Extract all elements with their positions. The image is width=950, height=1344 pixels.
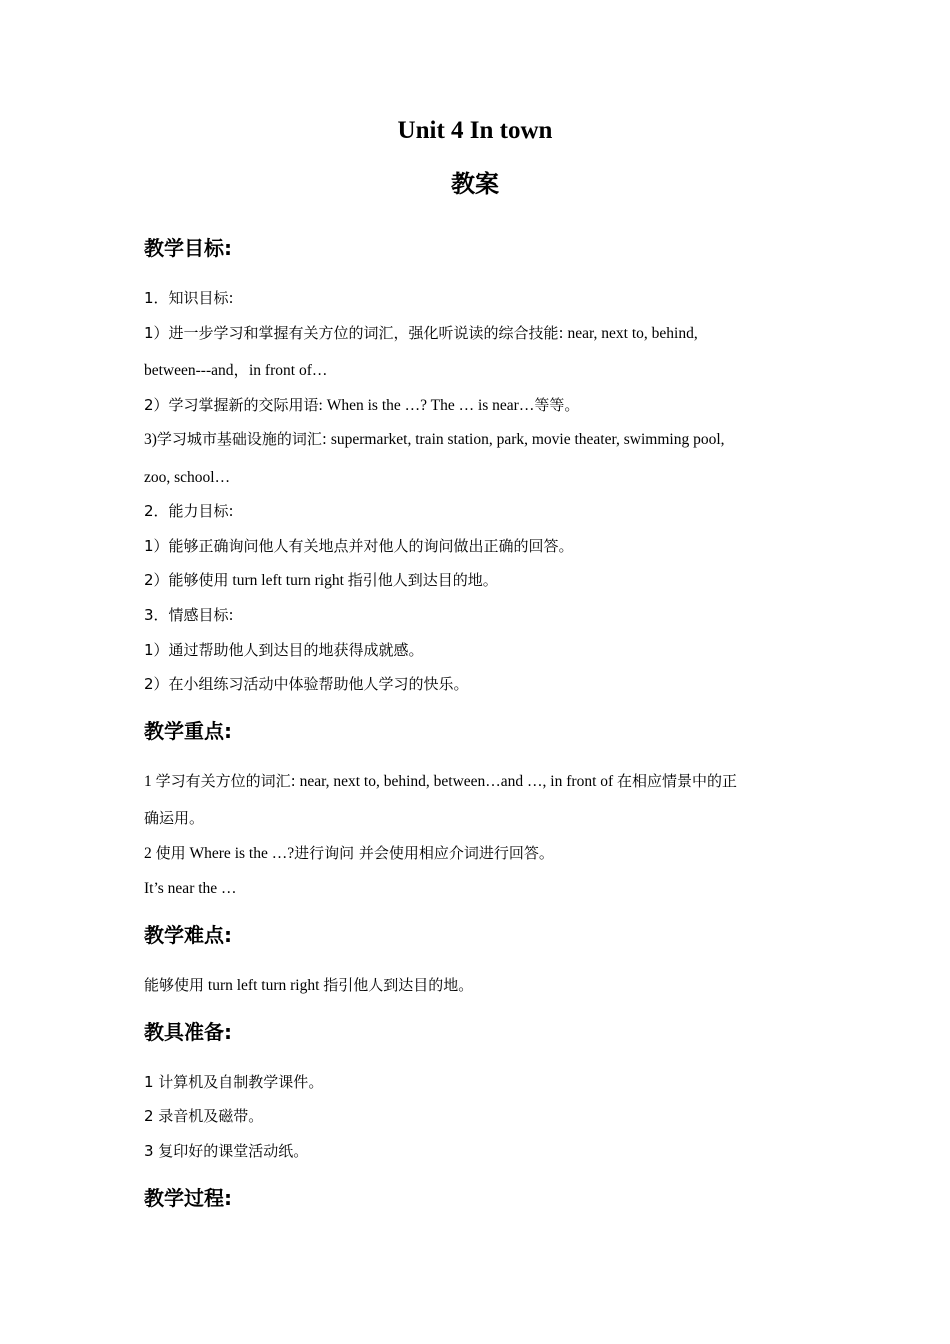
material-item-3: 3 复印好的课堂活动纸。 <box>144 1142 309 1160</box>
knowledge-item-1-line-2: between---and，in front of… <box>144 362 328 379</box>
objectives-heading: 教学目标: <box>144 236 232 260</box>
material-item-2: 2 录音机及磁带。 <box>144 1107 264 1125</box>
materials-heading: 教具准备: <box>144 1020 232 1044</box>
knowledge-objective-label: 1．知识目标: <box>144 289 234 307</box>
key-point-2: 2 使用 Where is the …?进行询问 并会使用相应介词进行回答。 <box>144 844 554 862</box>
key-point-1-line-2: 确运用。 <box>144 809 205 827</box>
knowledge-item-2: 2）学习掌握新的交际用语: When is the …? The … is near…等等。 <box>144 396 580 414</box>
ability-item-2: 2）能够使用 turn left turn right 指引他人到达目的地。 <box>144 571 498 589</box>
knowledge-item-3-line-1: 3)学习城市基础设施的词汇: supermarket, train station, park, movie theater, swimming pool, <box>144 430 725 448</box>
difficulties-heading: 教学难点: <box>144 923 232 947</box>
material-item-1: 1 计算机及自制教学课件。 <box>144 1073 324 1091</box>
emotion-item-2: 2）在小组练习活动中体验帮助他人学习的快乐。 <box>144 675 469 693</box>
document-title-chinese: 教案 <box>451 170 499 198</box>
difficulty-item: 能够使用 turn left turn right 指引他人到达目的地。 <box>144 976 474 994</box>
document-title-english: Unit 4 In town <box>397 117 553 144</box>
emotion-objective-label: 3．情感目标: <box>144 606 234 624</box>
process-heading: 教学过程: <box>144 1186 232 1210</box>
ability-objective-label: 2．能力目标: <box>144 502 234 520</box>
key-point-1-line-1: 1 学习有关方位的词汇: near, next to, behind, between…and …, in front of 在相应情景中的正 <box>144 772 738 790</box>
knowledge-item-1-line-1: 1）进一步学习和掌握有关方位的词汇，强化听说读的综合技能: near, next to, behind, <box>144 324 698 342</box>
knowledge-item-3-line-2: zoo, school… <box>144 469 231 486</box>
key-points-heading: 教学重点: <box>144 719 232 743</box>
emotion-item-1: 1）通过帮助他人到达目的地获得成就感。 <box>144 641 424 659</box>
key-point-3: It’s near the … <box>144 880 237 897</box>
ability-item-1: 1）能够正确询问他人有关地点并对他人的询问做出正确的回答。 <box>144 537 574 555</box>
